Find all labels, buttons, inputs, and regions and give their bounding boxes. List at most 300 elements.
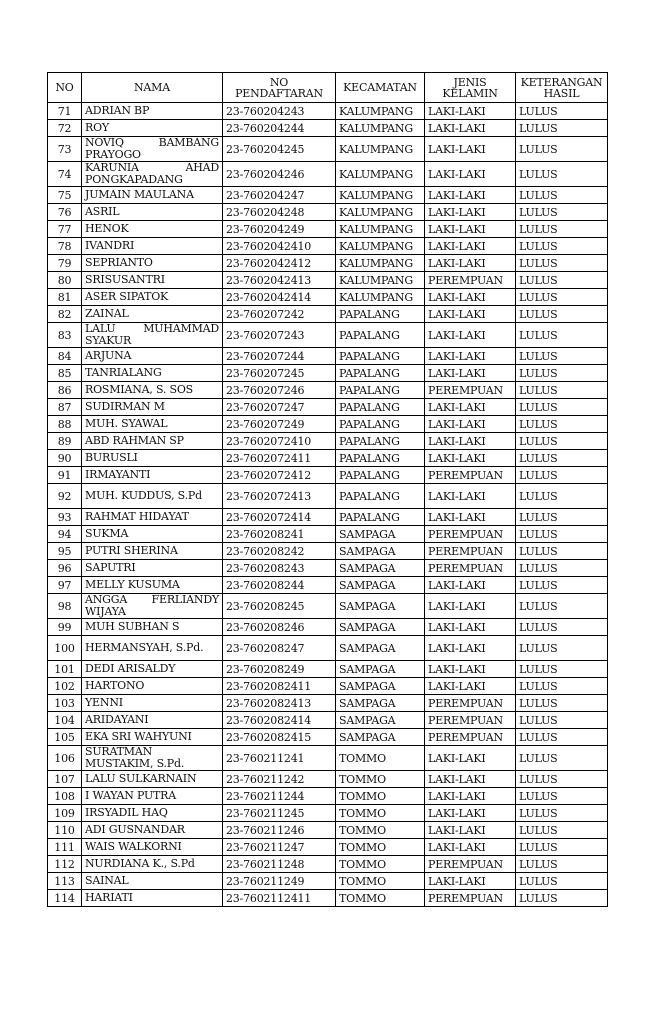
cell-jenis-kelamin: LAKI-LAKI [425,137,516,162]
cell-jenis-kelamin: LAKI-LAKI [425,289,516,306]
cell-no: 91 [48,467,82,484]
cell-nama: ANGGA FERLIANDY WIJAYA [82,594,223,619]
table-row [48,890,608,907]
cell-no-pendaftaran: 23-760207247 [223,399,336,416]
table-body [48,103,608,907]
cell-no-pendaftaran: 23-760207249 [223,416,336,433]
table-row [48,433,608,450]
cell-no-pendaftaran: 23-760204243 [223,103,336,120]
cell-jenis-kelamin: LAKI-LAKI [425,103,516,120]
table-row [48,365,608,382]
cell-no: 89 [48,433,82,450]
cell-no-pendaftaran: 23-7602072413 [223,484,336,509]
cell-no-pendaftaran: 23-760204248 [223,204,336,221]
cell-no-pendaftaran: 23-760208246 [223,619,336,636]
cell-no: 94 [48,526,82,543]
cell-kecamatan: SAMPAGA [336,577,425,594]
cell-kecamatan: KALUMPANG [336,289,425,306]
cell-no: 93 [48,509,82,526]
cell-keterangan: LULUS [516,771,608,788]
cell-nama: ABD RAHMAN SP [82,433,223,450]
cell-keterangan: LULUS [516,162,608,187]
cell-nama: IRSYADIL HAQ [82,805,223,822]
cell-keterangan: LULUS [516,238,608,255]
cell-kecamatan: SAMPAGA [336,560,425,577]
cell-no: 102 [48,678,82,695]
cell-no: 104 [48,712,82,729]
cell-nama: ADRIAN BP [82,103,223,120]
cell-keterangan: LULUS [516,577,608,594]
cell-no-pendaftaran: 23-7602042413 [223,272,336,289]
cell-nama: TANRIALANG [82,365,223,382]
cell-kecamatan: SAMPAGA [336,678,425,695]
cell-kecamatan: TOMMO [336,746,425,771]
cell-kecamatan: PAPALANG [336,416,425,433]
table-row [48,187,608,204]
cell-nama: MUH. SYAWAL [82,416,223,433]
cell-jenis-kelamin: LAKI-LAKI [425,873,516,890]
table-row [48,661,608,678]
cell-no-pendaftaran: 23-760204249 [223,221,336,238]
cell-nama: ASER SIPATOK [82,289,223,306]
cell-no: 74 [48,162,82,187]
cell-jenis-kelamin: LAKI-LAKI [425,221,516,238]
cell-keterangan: LULUS [516,729,608,746]
table-row [48,594,608,619]
cell-kecamatan: KALUMPANG [336,103,425,120]
cell-nama: HERMANSYAH, S.Pd. [82,636,223,661]
cell-no: 110 [48,822,82,839]
cell-no: 113 [48,873,82,890]
cell-kecamatan: PAPALANG [336,382,425,399]
table-row [48,526,608,543]
cell-keterangan: LULUS [516,450,608,467]
cell-nama: IRMAYANTI [82,467,223,484]
cell-kecamatan: KALUMPANG [336,272,425,289]
cell-jenis-kelamin: PEREMPUAN [425,560,516,577]
cell-nama: SUDIRMAN M [82,399,223,416]
table-row [48,729,608,746]
cell-jenis-kelamin: LAKI-LAKI [425,120,516,137]
table-row [48,636,608,661]
cell-kecamatan: PAPALANG [336,509,425,526]
cell-no: 98 [48,594,82,619]
cell-jenis-kelamin: LAKI-LAKI [425,255,516,272]
cell-no: 95 [48,543,82,560]
cell-no-pendaftaran: 23-7602042412 [223,255,336,272]
cell-nama: NURDIANA K., S.Pd [82,856,223,873]
header-jenis-kelamin: JENIS KELAMIN [425,73,516,103]
table-row [48,306,608,323]
cell-keterangan: LULUS [516,348,608,365]
cell-jenis-kelamin: LAKI-LAKI [425,162,516,187]
cell-nama: HARIATI [82,890,223,907]
cell-no-pendaftaran: 23-760204246 [223,162,336,187]
cell-kecamatan: SAMPAGA [336,661,425,678]
cell-keterangan: LULUS [516,103,608,120]
cell-jenis-kelamin: LAKI-LAKI [425,771,516,788]
cell-nama: EKA SRI WAHYUNI [82,729,223,746]
cell-no: 76 [48,204,82,221]
cell-keterangan: LULUS [516,678,608,695]
table-row [48,416,608,433]
table-row [48,238,608,255]
cell-keterangan: LULUS [516,221,608,238]
table-row [48,746,608,771]
cell-nama: IVANDRI [82,238,223,255]
cell-jenis-kelamin: LAKI-LAKI [425,746,516,771]
cell-nama: SAINAL [82,873,223,890]
cell-jenis-kelamin: LAKI-LAKI [425,433,516,450]
cell-jenis-kelamin: LAKI-LAKI [425,678,516,695]
cell-jenis-kelamin: PEREMPUAN [425,526,516,543]
table-row [48,382,608,399]
cell-no-pendaftaran: 23-7602082415 [223,729,336,746]
cell-kecamatan: PAPALANG [336,323,425,348]
cell-keterangan: LULUS [516,399,608,416]
cell-kecamatan: TOMMO [336,890,425,907]
cell-nama: SAPUTRI [82,560,223,577]
cell-no-pendaftaran: 23-760208249 [223,661,336,678]
table-row [48,399,608,416]
cell-no-pendaftaran: 23-760211247 [223,839,336,856]
cell-no: 108 [48,788,82,805]
cell-jenis-kelamin: LAKI-LAKI [425,805,516,822]
cell-keterangan: LULUS [516,137,608,162]
cell-keterangan: LULUS [516,382,608,399]
table-row [48,839,608,856]
cell-kecamatan: KALUMPANG [336,221,425,238]
cell-jenis-kelamin: PEREMPUAN [425,729,516,746]
cell-no-pendaftaran: 23-760208244 [223,577,336,594]
cell-keterangan: LULUS [516,433,608,450]
cell-no-pendaftaran: 23-760207243 [223,323,336,348]
cell-no-pendaftaran: 23-7602072414 [223,509,336,526]
cell-nama: DEDI ARISALDY [82,661,223,678]
cell-kecamatan: PAPALANG [336,399,425,416]
cell-keterangan: LULUS [516,255,608,272]
cell-nama: ARJUNA [82,348,223,365]
results-sheet [47,72,608,907]
cell-no-pendaftaran: 23-7602082414 [223,712,336,729]
cell-kecamatan: SAMPAGA [336,712,425,729]
cell-no: 106 [48,746,82,771]
cell-no: 72 [48,120,82,137]
table-row [48,272,608,289]
cell-kecamatan: TOMMO [336,822,425,839]
cell-no: 85 [48,365,82,382]
cell-nama: SUKMA [82,526,223,543]
table-row [48,873,608,890]
cell-kecamatan: TOMMO [336,839,425,856]
cell-kecamatan: PAPALANG [336,365,425,382]
cell-kecamatan: KALUMPANG [336,137,425,162]
cell-keterangan: LULUS [516,187,608,204]
cell-nama: ASRIL [82,204,223,221]
cell-no-pendaftaran: 23-760204247 [223,187,336,204]
cell-kecamatan: SAMPAGA [336,543,425,560]
cell-no-pendaftaran: 23-7602082411 [223,678,336,695]
cell-no-pendaftaran: 23-760207246 [223,382,336,399]
cell-jenis-kelamin: LAKI-LAKI [425,788,516,805]
cell-no-pendaftaran: 23-7602042410 [223,238,336,255]
cell-no-pendaftaran: 23-7602072410 [223,433,336,450]
cell-keterangan: LULUS [516,839,608,856]
cell-jenis-kelamin: LAKI-LAKI [425,399,516,416]
cell-nama: SRISUSANTRI [82,272,223,289]
cell-no: 73 [48,137,82,162]
cell-kecamatan: KALUMPANG [336,120,425,137]
cell-no: 109 [48,805,82,822]
cell-no: 77 [48,221,82,238]
cell-keterangan: LULUS [516,746,608,771]
cell-nama: WAIS WALKORNI [82,839,223,856]
cell-no-pendaftaran: 23-760211242 [223,771,336,788]
cell-nama: LALU SULKARNAIN [82,771,223,788]
cell-no: 97 [48,577,82,594]
cell-no-pendaftaran: 23-760208243 [223,560,336,577]
cell-no-pendaftaran: 23-760211249 [223,873,336,890]
cell-jenis-kelamin: LAKI-LAKI [425,577,516,594]
cell-kecamatan: TOMMO [336,873,425,890]
cell-keterangan: LULUS [516,120,608,137]
table-row [48,484,608,509]
cell-no: 86 [48,382,82,399]
table-row [48,771,608,788]
cell-keterangan: LULUS [516,323,608,348]
cell-kecamatan: SAMPAGA [336,526,425,543]
cell-no: 79 [48,255,82,272]
cell-nama: ROSMIANA, S. SOS [82,382,223,399]
cell-nama: SEPRIANTO [82,255,223,272]
table-row [48,120,608,137]
cell-keterangan: LULUS [516,416,608,433]
cell-kecamatan: TOMMO [336,771,425,788]
cell-no: 78 [48,238,82,255]
cell-jenis-kelamin: PEREMPUAN [425,543,516,560]
cell-keterangan: LULUS [516,289,608,306]
cell-keterangan: LULUS [516,636,608,661]
table-row [48,509,608,526]
cell-keterangan: LULUS [516,873,608,890]
cell-no-pendaftaran: 23-760204245 [223,137,336,162]
cell-jenis-kelamin: PEREMPUAN [425,890,516,907]
cell-keterangan: LULUS [516,594,608,619]
cell-jenis-kelamin: LAKI-LAKI [425,484,516,509]
cell-no: 81 [48,289,82,306]
cell-jenis-kelamin: LAKI-LAKI [425,365,516,382]
table-row [48,788,608,805]
header-no-pendaftaran: NO PENDAFTARAN [223,73,336,103]
cell-no: 101 [48,661,82,678]
cell-no-pendaftaran: 23-760211241 [223,746,336,771]
cell-jenis-kelamin: LAKI-LAKI [425,348,516,365]
cell-jenis-kelamin: LAKI-LAKI [425,204,516,221]
table-row [48,323,608,348]
table-row [48,137,608,162]
table-row [48,543,608,560]
cell-kecamatan: KALUMPANG [336,238,425,255]
cell-no-pendaftaran: 23-760208247 [223,636,336,661]
cell-no-pendaftaran: 23-7602112411 [223,890,336,907]
cell-jenis-kelamin: LAKI-LAKI [425,323,516,348]
cell-no-pendaftaran: 23-7602082413 [223,695,336,712]
cell-jenis-kelamin: LAKI-LAKI [425,661,516,678]
cell-nama: I WAYAN PUTRA [82,788,223,805]
cell-kecamatan: TOMMO [336,856,425,873]
table-row [48,221,608,238]
cell-kecamatan: KALUMPANG [336,162,425,187]
cell-nama: HARTONO [82,678,223,695]
cell-nama: ARIDAYANI [82,712,223,729]
cell-no-pendaftaran: 23-760204244 [223,120,336,137]
cell-nama: MELLY KUSUMA [82,577,223,594]
cell-no-pendaftaran: 23-760207244 [223,348,336,365]
cell-jenis-kelamin: LAKI-LAKI [425,822,516,839]
cell-no: 82 [48,306,82,323]
cell-kecamatan: PAPALANG [336,306,425,323]
table-row [48,805,608,822]
cell-keterangan: LULUS [516,526,608,543]
table-row [48,577,608,594]
cell-jenis-kelamin: LAKI-LAKI [425,416,516,433]
cell-keterangan: LULUS [516,204,608,221]
cell-kecamatan: PAPALANG [336,348,425,365]
cell-no: 88 [48,416,82,433]
cell-jenis-kelamin: PEREMPUAN [425,856,516,873]
cell-jenis-kelamin: LAKI-LAKI [425,306,516,323]
cell-no: 84 [48,348,82,365]
cell-kecamatan: KALUMPANG [336,255,425,272]
cell-kecamatan: PAPALANG [336,433,425,450]
cell-jenis-kelamin: PEREMPUAN [425,272,516,289]
cell-kecamatan: SAMPAGA [336,594,425,619]
cell-no-pendaftaran: 23-760211248 [223,856,336,873]
cell-no-pendaftaran: 23-760211246 [223,822,336,839]
cell-no: 71 [48,103,82,120]
cell-no-pendaftaran: 23-760208242 [223,543,336,560]
cell-no-pendaftaran: 23-760208241 [223,526,336,543]
cell-keterangan: LULUS [516,484,608,509]
cell-no: 114 [48,890,82,907]
cell-jenis-kelamin: PEREMPUAN [425,382,516,399]
cell-jenis-kelamin: LAKI-LAKI [425,594,516,619]
cell-no: 92 [48,484,82,509]
cell-kecamatan: PAPALANG [336,467,425,484]
cell-kecamatan: KALUMPANG [336,187,425,204]
cell-kecamatan: SAMPAGA [336,619,425,636]
cell-no: 75 [48,187,82,204]
cell-kecamatan: KALUMPANG [336,204,425,221]
cell-no-pendaftaran: 23-760207242 [223,306,336,323]
cell-kecamatan: PAPALANG [336,484,425,509]
table-row [48,162,608,187]
cell-keterangan: LULUS [516,661,608,678]
cell-jenis-kelamin: PEREMPUAN [425,712,516,729]
cell-nama: ZAINAL [82,306,223,323]
table-row [48,450,608,467]
cell-no-pendaftaran: 23-760208245 [223,594,336,619]
cell-nama: JUMAIN MAULANA [82,187,223,204]
table-row [48,560,608,577]
cell-keterangan: LULUS [516,365,608,382]
table-row [48,348,608,365]
cell-nama: SURATMAN MUSTAKIM, S.Pd. [82,746,223,771]
cell-keterangan: LULUS [516,856,608,873]
cell-nama: YENNI [82,695,223,712]
cell-no: 112 [48,856,82,873]
table-row [48,255,608,272]
table-row [48,856,608,873]
cell-jenis-kelamin: LAKI-LAKI [425,619,516,636]
table-row [48,822,608,839]
header-nama: NAMA [82,73,223,103]
cell-nama: RAHMAT HIDAYAT [82,509,223,526]
cell-keterangan: LULUS [516,695,608,712]
header-no: NO [48,73,82,103]
table-row [48,103,608,120]
table-row [48,678,608,695]
cell-nama: MUH. KUDDUS, S.Pd [82,484,223,509]
cell-keterangan: LULUS [516,890,608,907]
cell-nama: KARUNIA AHAD PONGKAPADANG [82,162,223,187]
cell-keterangan: LULUS [516,788,608,805]
header-keterangan-hasil: KETERANGAN HASIL [516,73,608,103]
cell-no: 99 [48,619,82,636]
cell-kecamatan: TOMMO [336,805,425,822]
cell-kecamatan: SAMPAGA [336,695,425,712]
cell-kecamatan: SAMPAGA [336,636,425,661]
cell-nama: ROY [82,120,223,137]
table-row [48,204,608,221]
cell-no-pendaftaran: 23-7602072411 [223,450,336,467]
cell-nama: ADI GUSNANDAR [82,822,223,839]
cell-keterangan: LULUS [516,543,608,560]
cell-no-pendaftaran: 23-7602072412 [223,467,336,484]
cell-jenis-kelamin: LAKI-LAKI [425,187,516,204]
cell-jenis-kelamin: LAKI-LAKI [425,636,516,661]
cell-jenis-kelamin: PEREMPUAN [425,467,516,484]
results-table [47,72,608,907]
cell-nama: HENOK [82,221,223,238]
cell-keterangan: LULUS [516,805,608,822]
cell-keterangan: LULUS [516,306,608,323]
cell-no-pendaftaran: 23-760207245 [223,365,336,382]
header-kecamatan: KECAMATAN [336,73,425,103]
cell-no: 100 [48,636,82,661]
table-row [48,289,608,306]
cell-keterangan: LULUS [516,272,608,289]
cell-no: 83 [48,323,82,348]
cell-keterangan: LULUS [516,822,608,839]
cell-keterangan: LULUS [516,619,608,636]
cell-nama: NOVIQ BAMBANG PRAYOGO [82,137,223,162]
cell-keterangan: LULUS [516,467,608,484]
table-row [48,712,608,729]
cell-no: 103 [48,695,82,712]
cell-no: 87 [48,399,82,416]
cell-jenis-kelamin: LAKI-LAKI [425,238,516,255]
cell-kecamatan: PAPALANG [336,450,425,467]
cell-nama: MUH SUBHAN S [82,619,223,636]
table-row [48,467,608,484]
cell-no-pendaftaran: 23-760211244 [223,788,336,805]
table-row [48,695,608,712]
cell-no: 105 [48,729,82,746]
cell-kecamatan: TOMMO [336,788,425,805]
cell-no: 111 [48,839,82,856]
cell-jenis-kelamin: LAKI-LAKI [425,839,516,856]
